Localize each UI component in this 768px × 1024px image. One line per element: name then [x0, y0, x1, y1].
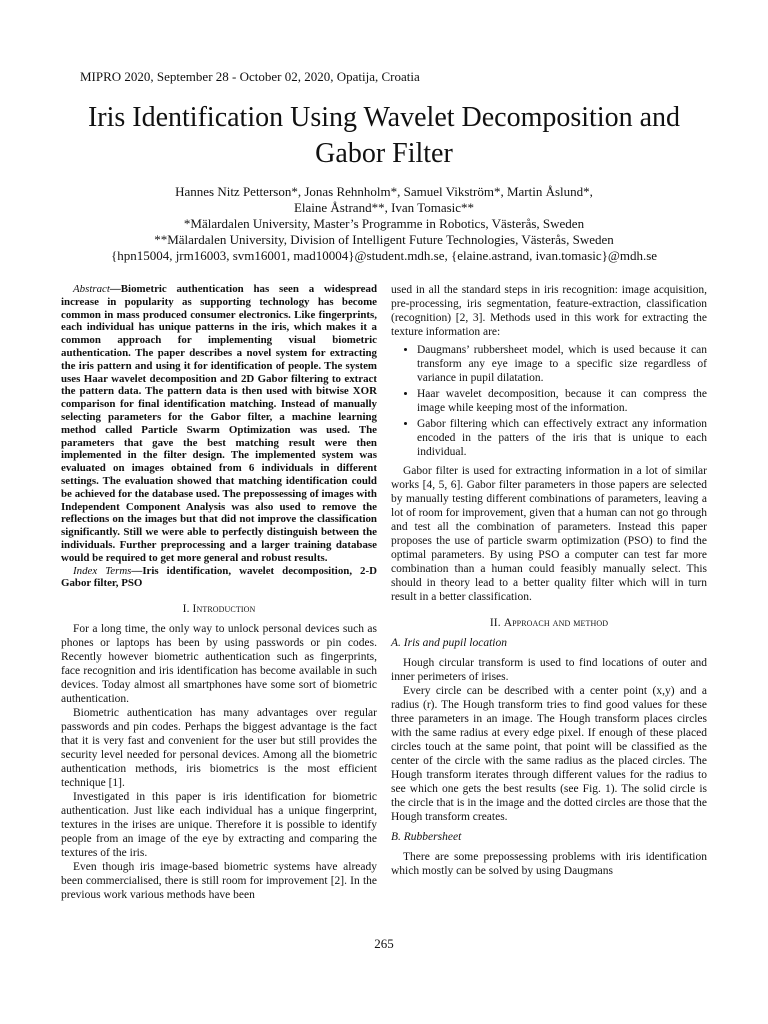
intro-paragraph-2: Biometric authentication has many advantages over regular passwords and pin codes. Perhaps the biggest advantage is the fact that it is very fast and convenient for the user but still provides the security level needed for personal devices. Among all the biometric authentication methods, iris biometrics is the most efficient technique [1]. — [61, 707, 377, 790]
section-number: II. — [489, 617, 501, 629]
section-title: Approach and method — [503, 617, 609, 629]
intro-paragraph-1: For a long time, the only way to unlock personal devices such as phones or laptops has been by using passwords or pin codes. Recently however biometric authentication such as fingerprints, face recognition and iris identification has become available in such devices. Today almost all smartphones have some sort of biometric authentication. — [61, 623, 377, 706]
subsection-heading-iris-location: A. Iris and pupil location — [391, 637, 507, 649]
list-item: • Haar wavelet decomposition, because it can compress the image while keeping most of the information. — [417, 387, 707, 415]
affiliation-1: *Mälardalen University, Master’s Programme in Robotics, Västerås, Sweden — [183, 216, 585, 231]
author-block — [90, 184, 678, 264]
affiliation-2: **Mälardalen University, Division of Intelligent Future Technologies, Västerås, Sweden — [154, 232, 614, 247]
rubbersheet-paragraph: There are some prepossessing problems with iris identification which mostly can be solved by using Daugmans — [391, 851, 707, 877]
section-heading-introduction — [61, 602, 377, 616]
paper-title-line-1: Iris Identification Using Wavelet Decomposition and — [87, 102, 681, 133]
abstract — [61, 283, 377, 565]
subsection-heading-rubbersheet: B. Rubbersheet — [391, 831, 462, 843]
methods-list — [391, 343, 707, 459]
conference-header: MIPRO 2020, September 28 - October 02, 2020, Opatija, Croatia — [80, 69, 420, 84]
iris-paragraph-2: Every circle can be described with a center point (x,y) and a radius (r). The Hough transform tries to find good values for these three parameters in an image. The Hough transform places circles with the same radius at every edge pixel. If enough of these placed circles touch at the same point, that point will be classified as the center of the circle with the same radius as the placed circles. The Hough transform iterates through different values for the radius to see which one gets the best results (see Fig. 1). The solid circle is the circle that is in the image and the dotted circles are those that the Hough transform creates. — [391, 685, 707, 823]
left-column — [61, 283, 377, 902]
author-emails: {hpn15004, jrm16003, svm16001, mad10004}@student.mdh.se, {elaine.astrand, ivan.tomasic}@mdh.se — [110, 248, 658, 263]
index-terms-label: Index Terms — [73, 564, 132, 577]
index-terms-text: —Iris identification, wavelet decomposition, 2-D Gabor filter, PSO — [61, 564, 377, 590]
list-item: • Gabor filtering which can effectively extract any information encoded in the patters of the iris that is unique to each individual. — [417, 417, 707, 459]
paper-title — [52, 100, 716, 172]
section-number: I. — [182, 603, 190, 616]
intro-paragraph-3: Investigated in this paper is iris identification for biometric authentication. Just like each individual has a unique fingerprint, textures in the irises are unique. Therefore it is possible to identify people from an image of the eye by extracting and comparing the textures of the iris. — [61, 791, 377, 860]
abstract-text: —Biometric authentication has seen a widespread increase in popularity as supporting technology has become common in mass produced consumer electronics. Like fingerprints, each individual has unique patterns in the iris, which makes it a common approach for implementing visual biometric authentication. The paper describes a novel system for extracting the iris pattern and using it for identification of people. The system uses Haar wavelet decomposition and 2D Gabor filtering to extract the pattern data. The pattern data is then used with bitwise XOR comparison for final identification matching. Instead of manually selecting parameters for the Gabor filter, a machine learning method called Particle Swarm Optimization was used. The parameters that gave the best matching result were then implemented in the filter design. The implemented system was evaluated on images obtained from 6 individuals in different settings. The evaluation showed that matching identification could be achieved for the database used. The prepossessing of images with Independent Component Analysis was also used to remove the reflections on the images but that did not improve the classification significantly. Still we were able to perfectly distinguish between the individuals. Further preprocessing and a larger training database would be required to get more general and robust results. — [61, 283, 377, 564]
author-names-line-1: Hannes Nitz Petterson*, Jonas Rehnholm*, Samuel Vikström*, Martin Åslund*, — [175, 184, 593, 199]
right-column — [391, 283, 707, 878]
section-heading-approach — [391, 616, 707, 630]
gabor-paragraph: Gabor filter is used for extracting information in a lot of similar works [4, 5, 6]. Gabor filter parameters in those papers are selected by manually testing different combinations of parameters, leaving a lot of room for improvement, given that a human can not go through and test all the combination of parameters. Instead this paper proposes the use of particle swarm optimization (PSO) to find the optimal parameters. By using PSO a computer can test far more combination than a human could feasibly manually select. This should in theory lead to a better quality filter which will in turn result in a better classification. — [391, 465, 707, 603]
section-title: Introduction — [192, 603, 256, 616]
paper-title-line-2: Gabor Filter — [315, 138, 453, 169]
abstract-label: Abstract — [73, 283, 110, 295]
author-names-line-2: Elaine Åstrand**, Ivan Tomasic** — [293, 200, 475, 215]
page-number: 265 — [374, 936, 394, 951]
list-item: • Daugmans’ rubbersheet model, which is used because it can transform any eye image to a specific size regardless of variance in pupil dilatation. — [417, 343, 707, 385]
intro-paragraph-4: Even though iris image-based biometric systems have already been commercialised, there is still room for improvement [2]. In the previous work various methods have been — [61, 861, 377, 902]
continued-paragraph: used in all the standard steps in iris recognition: image acquisition, pre-processing, iris segmentation, feature-extraction, classification (recognition) [2, 3]. Methods used in this work for extracting the texture information are: — [391, 284, 707, 338]
iris-paragraph-1: Hough circular transform is used to find locations of outer and inner perimeters of irises. — [391, 657, 707, 683]
index-terms — [61, 565, 377, 591]
